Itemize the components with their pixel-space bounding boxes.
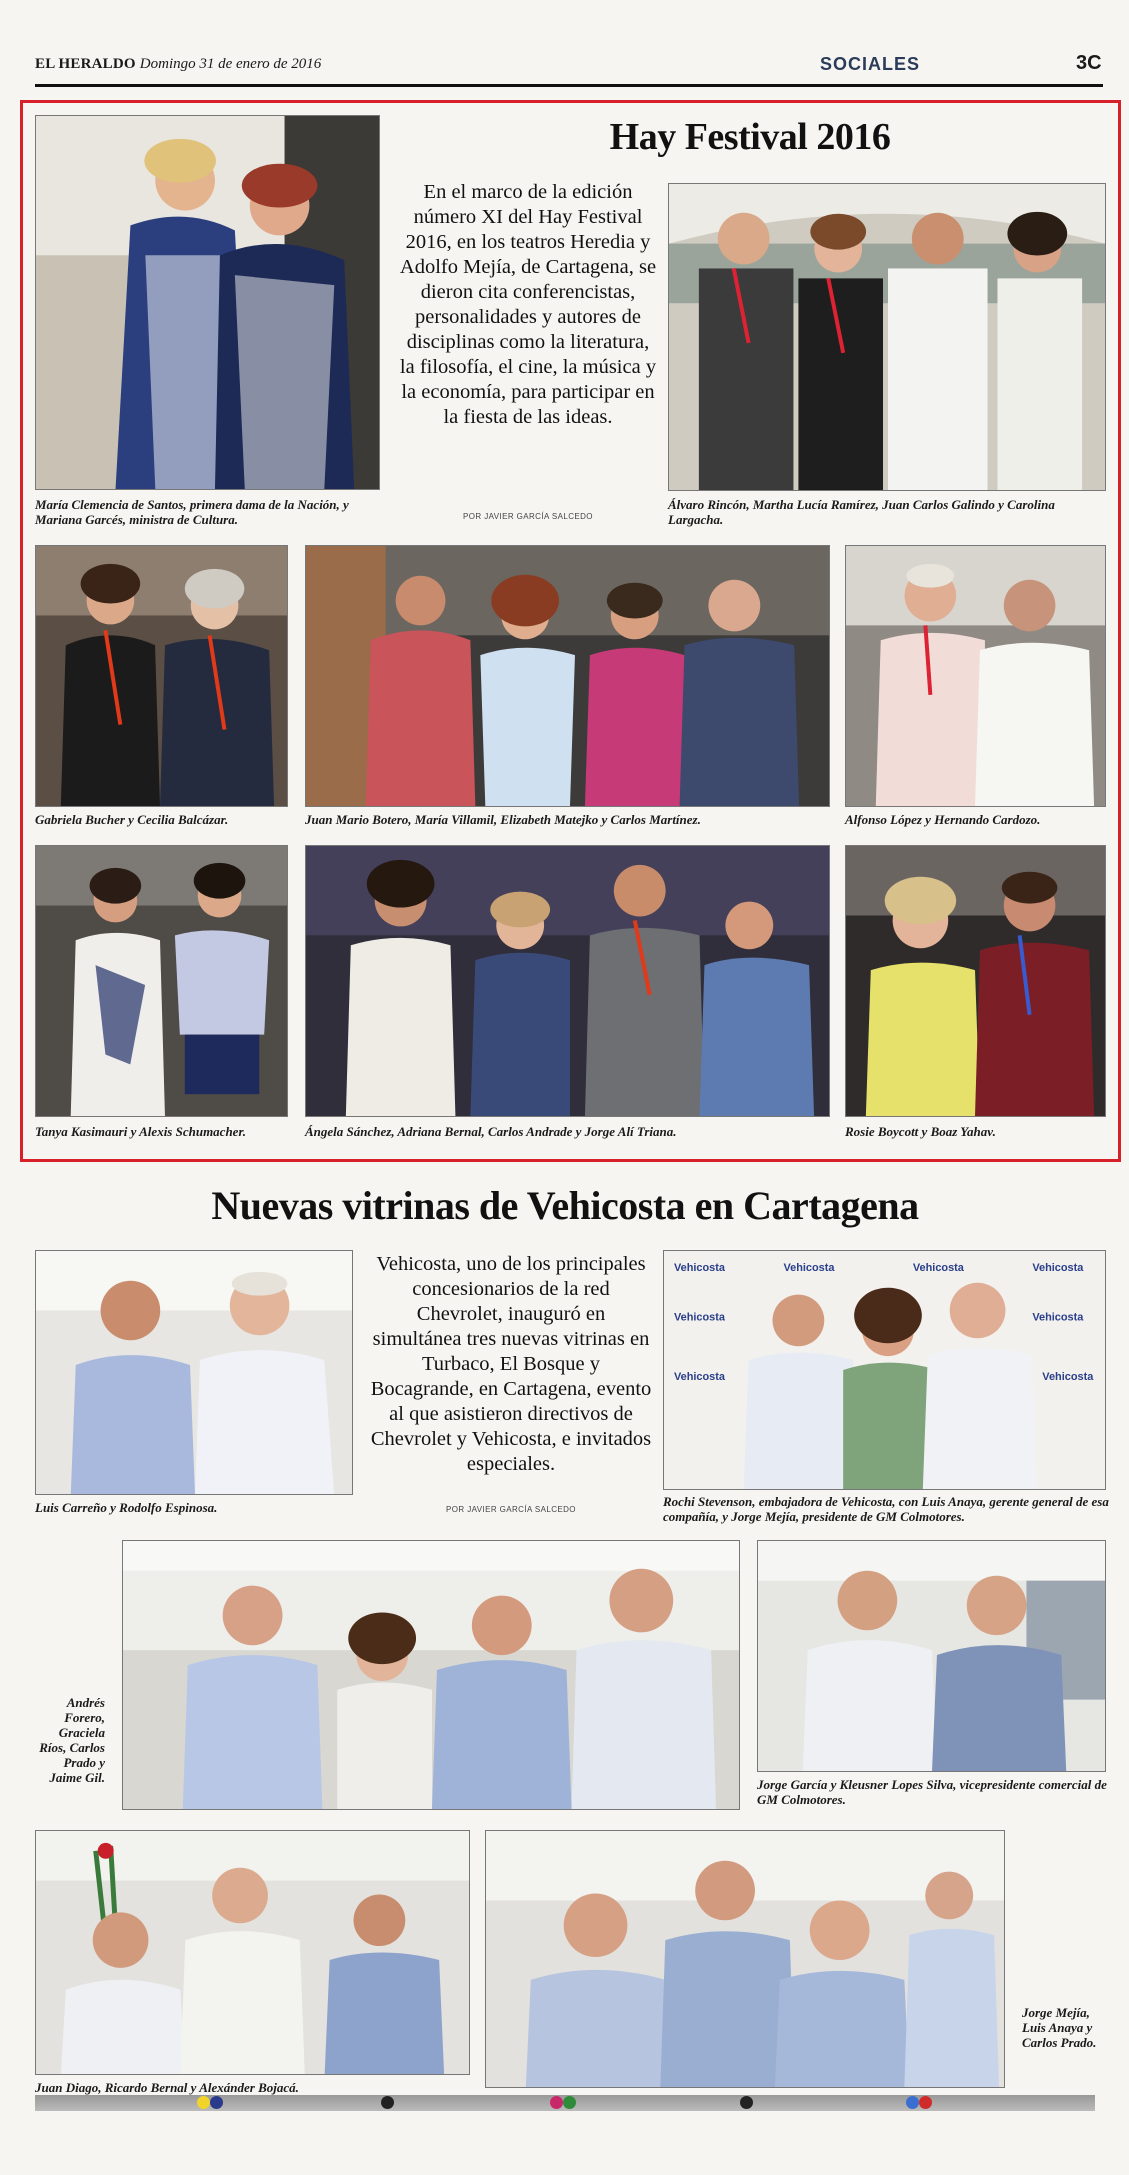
photo-lopez-cardozo: [845, 545, 1106, 807]
registration-dot-black: [740, 2096, 753, 2109]
backdrop-logo: Vehicosta: [912, 1261, 964, 1274]
registration-dot-cyan: [906, 2096, 919, 2109]
photo-rincon-ramirez-galindo-largacha: [668, 183, 1106, 491]
caption-santos-garces: María Clemencia de Santos, primera dama de la Nación, y Mariana Garcés, ministra de Cultura.: [35, 497, 349, 527]
caption-garcia-lopes: Jorge García y Kleusner Lopes Silva, vicepresidente comercial de GM Colmotores.: [757, 1777, 1107, 1807]
caption-carreno-espinosa: Luis Carreño y Rodolfo Espinosa.: [35, 1500, 218, 1515]
backdrop-logo: Vehicosta: [1042, 1370, 1094, 1383]
caption-diago-bernal-bojaca: Juan Diago, Ricardo Bernal y Alexánder Bojacá.: [35, 2080, 299, 2095]
backdrop-logo: Vehicosta: [673, 1370, 725, 1383]
photo-sanchez-bernal-andrade-triana: [305, 845, 830, 1117]
photo-boycott-yahav: [845, 845, 1106, 1117]
registration-dot-black: [381, 2096, 394, 2109]
masthead: [35, 56, 321, 73]
backdrop-logo: Vehicosta: [673, 1261, 725, 1274]
vehicosta-intro: Vehicosta, uno de los principales concesionarios de la red Chevrolet, inauguró en simultánea tres nuevas vitrinas en Turbaco, El Bosque y Bocagrande, en Cartagena, evento al que asistieron directivos de Chevrolet y Vehicosta, e invitados especiales.: [370, 1253, 652, 1475]
registration-dot-green: [563, 2096, 576, 2109]
section-name: SOCIALES: [820, 54, 921, 74]
photo-mejia-anaya-prado: [485, 1830, 1005, 2088]
photo-kasimauri-schumacher: [35, 845, 288, 1117]
photo-diago-bernal-bojaca: [35, 1830, 470, 2075]
photo-stevenson-anaya-mejia: [663, 1250, 1106, 1490]
newspaper-name: EL HERALDO: [35, 56, 136, 72]
photo-botero-villamil-matejko-martinez: [305, 545, 830, 807]
caption-sanchez-bernal-andrade-triana: Ángela Sánchez, Adriana Bernal, Carlos Andrade y Jorge Alí Triana.: [305, 1124, 677, 1139]
hay-festival-intro: En el marco de la edición número XI del Hay Festival 2016, en los teatros Heredia y Adolfo Mejía, de Cartagena, se dieron cita conferencistas, personalidades y autores de disciplinas como la literatura, la filosofía, el cine, la música y la economía, para participar en la fiesta de las ideas.: [399, 181, 657, 428]
caption-stevenson-anaya-mejia: Rochi Stevenson, embajadora de Vehicosta, con Luis Anaya, gerente general de esa compañía, y Jorge Mejía, presidente de GM Colmotores.: [663, 1494, 1109, 1524]
backdrop-logo: Vehicosta: [1032, 1311, 1084, 1324]
registration-dot-yellow: [197, 2096, 210, 2109]
header-rule: [35, 84, 1103, 87]
caption-mejia-anaya-prado: Jorge Mejía, Luis Anaya y Carlos Prado.: [1022, 2005, 1097, 2050]
photo-bucher-balcazar: [35, 545, 288, 807]
vehicosta-title: Nuevas vitrinas de Vehicosta en Cartagena: [211, 1183, 919, 1228]
issue-date: Domingo 31 de enero de 2016: [139, 56, 322, 72]
backdrop-logo: Vehicosta: [1032, 1261, 1084, 1274]
caption-boycott-yahav: Rosie Boycott y Boaz Yahav.: [845, 1124, 996, 1139]
caption-kasimauri-schumacher: Tanya Kasimauri y Alexis Schumacher.: [35, 1124, 247, 1139]
photo-garcia-lopes: [757, 1540, 1106, 1772]
page-number: 3C: [1076, 52, 1102, 74]
registration-dot-magenta: [550, 2096, 563, 2109]
photo-santos-garces: [35, 115, 380, 490]
backdrop-logo: Vehicosta: [783, 1261, 835, 1274]
caption-forero-rios-prado-gil: Andrés Forero, Graciela Ríos, Carlos Prado y Jaime Gil.: [39, 1695, 105, 1785]
registration-dot-red: [919, 2096, 932, 2109]
hay-festival-title: Hay Festival 2016: [609, 116, 891, 158]
caption-botero-villamil-matejko-martinez: Juan Mario Botero, María Villamil, Elizabeth Matejko y Carlos Martínez.: [305, 812, 701, 827]
registration-dot-blue: [210, 2096, 223, 2109]
vehicosta-byline: POR JAVIER GARCÍA SALCEDO: [446, 1505, 576, 1514]
hay-festival-byline: POR JAVIER GARCÍA SALCEDO: [463, 512, 593, 521]
photo-forero-rios-prado-gil: [122, 1540, 740, 1810]
caption-bucher-balcazar: Gabriela Bucher y Cecilia Balcázar.: [35, 812, 229, 827]
backdrop-logo: Vehicosta: [673, 1311, 725, 1324]
caption-rincon-ramirez-galindo-largacha: Álvaro Rincón, Martha Lucía Ramírez, Juan Carlos Galindo y Carolina Largacha.: [668, 497, 1055, 527]
caption-lopez-cardozo: Alfonso López y Hernando Cardozo.: [845, 812, 1041, 827]
photo-carreno-espinosa: [35, 1250, 353, 1495]
